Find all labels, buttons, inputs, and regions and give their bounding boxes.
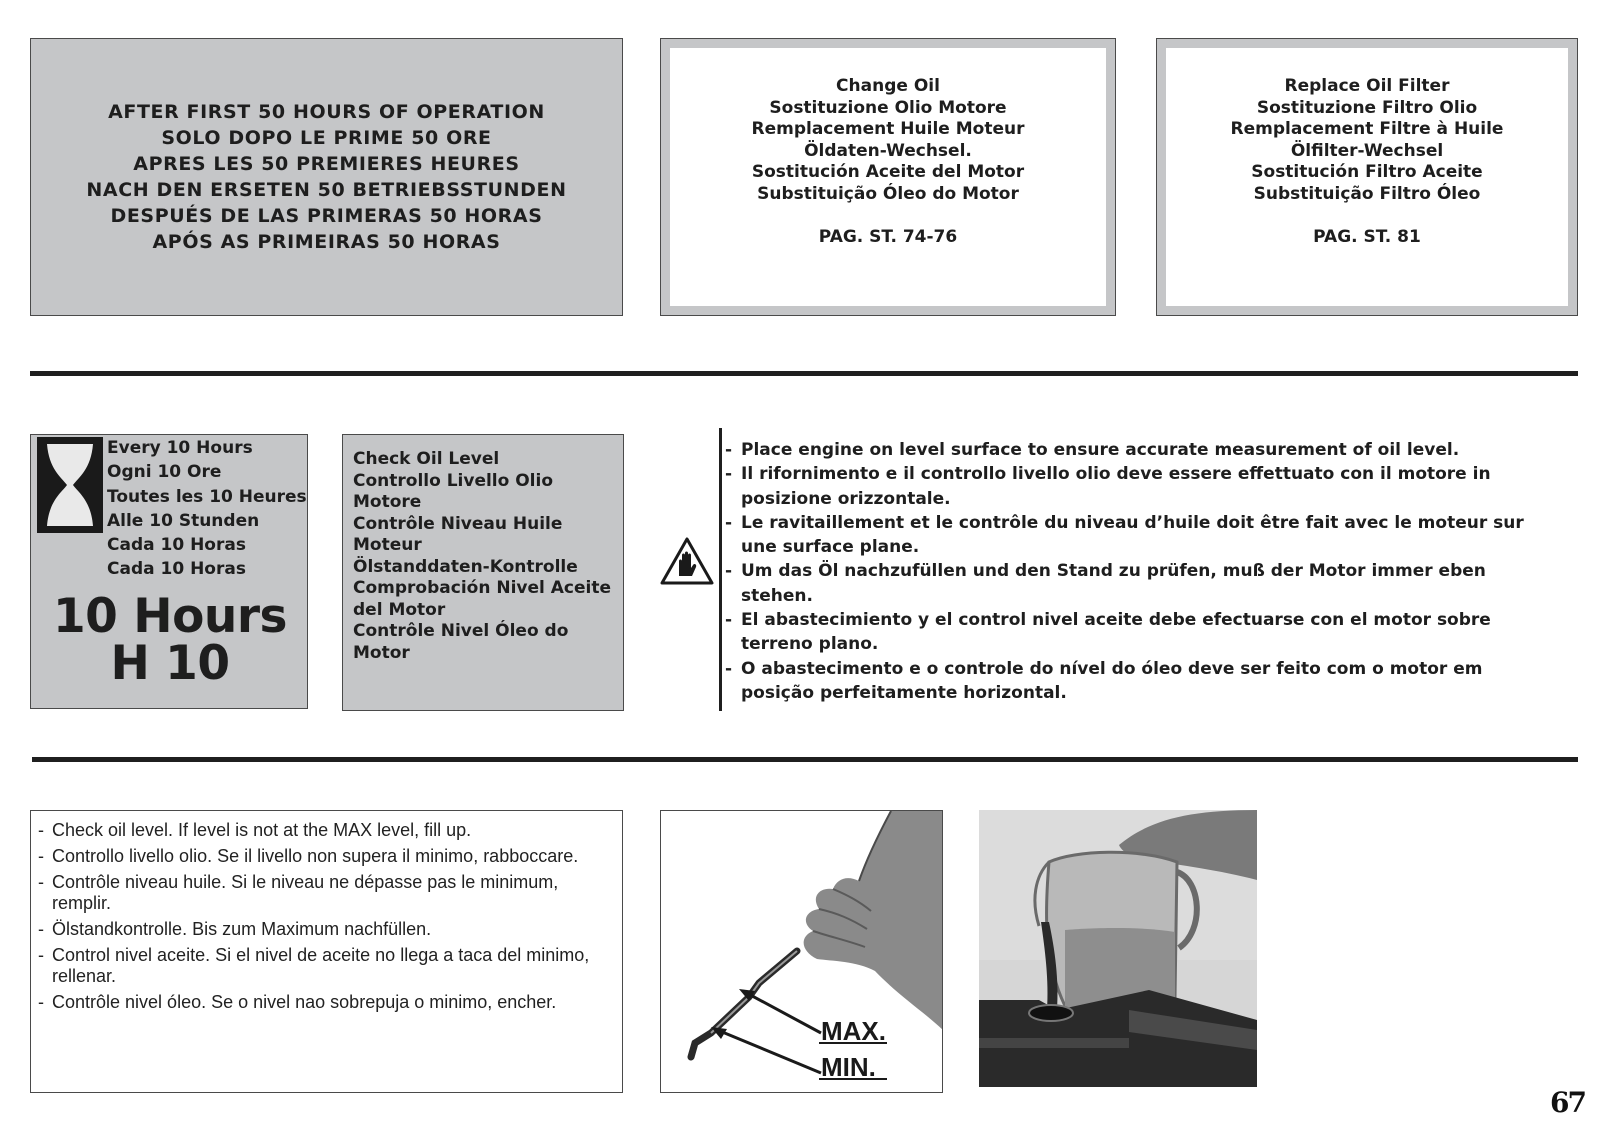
interval-line: Alle 10 Stunden xyxy=(107,510,260,531)
dash: - xyxy=(725,440,733,460)
warning-item xyxy=(725,462,1545,511)
interval-code: H 10 xyxy=(110,636,230,691)
dash: - xyxy=(725,610,733,631)
change-oil-line: Sostituzione Olio Motore xyxy=(769,97,1007,118)
instruction-item xyxy=(38,846,616,867)
check-level-line: Check Oil Level xyxy=(353,449,500,469)
interval-line: Every 10 Hours xyxy=(107,438,253,458)
max-label: MAX. xyxy=(821,1016,886,1046)
dash: - xyxy=(725,464,733,485)
hourglass-icon xyxy=(37,437,103,533)
warning-item xyxy=(725,657,1545,706)
instruction-item xyxy=(38,945,616,987)
interval-hours: 10 Hours xyxy=(52,589,287,644)
instruction-item xyxy=(38,919,616,940)
check-level-line: Contrôle Nivel Óleo do Motor xyxy=(353,621,569,663)
change-oil-inner xyxy=(670,48,1106,306)
interval-big-label xyxy=(31,589,309,691)
dash: - xyxy=(725,512,733,533)
replace-filter-line: Ölfilter-Wechsel xyxy=(1290,140,1444,161)
warning-divider xyxy=(719,428,722,711)
change-oil-page-ref: PAG. ST. 74-76 xyxy=(818,227,958,247)
interval-line: Ogni 10 Ore xyxy=(107,462,222,483)
check-level-line: Controllo Livello Olio Motore xyxy=(353,470,554,512)
check-oil-level-box xyxy=(342,434,624,711)
replace-filter-line: Sostitución Filtro Aceite xyxy=(1251,162,1483,182)
first-hours-line: DESPUÉS DE LAS PRIMERAS 50 HORAS xyxy=(110,205,543,227)
warning-text: Place engine on level surface to ensure accurate measurement of oil level. xyxy=(741,440,1460,460)
warning-item xyxy=(725,438,1545,462)
instruction-text: Contrôle nivel óleo. Se o nivel nao sobrepuja o minimo, encher. xyxy=(52,992,557,1012)
change-oil-line: Change Oil xyxy=(836,76,940,96)
dipstick-illustration xyxy=(661,811,943,1093)
warning-text: El abastecimiento y el control nivel aceite debe efectuarse con el motor sobre terreno plano. xyxy=(741,610,1491,655)
change-oil-line: Sostitución Aceite del Motor xyxy=(751,162,1025,182)
dash: - xyxy=(38,872,44,892)
instruction-text: Control nivel aceite. Si el nivel de aceite no llega a taca del minimo, rellenar. xyxy=(52,945,590,986)
min-label: MIN. xyxy=(821,1052,876,1082)
oil-pouring-illustration xyxy=(979,810,1257,1087)
warning-item xyxy=(725,511,1545,560)
section-divider xyxy=(30,371,1578,376)
replace-filter-line: Remplacement Filtre à Huile xyxy=(1230,119,1504,139)
warning-text: O abastecimento e o controle do nível do óleo deve ser feito com o motor em posição perfeitamente horizontal. xyxy=(741,658,1483,703)
dash: - xyxy=(38,919,44,939)
dash: - xyxy=(725,561,733,582)
check-level-line: Contrôle Niveau Huile Moteur xyxy=(353,513,563,555)
dash: - xyxy=(38,945,44,965)
instruction-text: Controllo livello olio. Se il livello non supera il minimo, rabboccare. xyxy=(52,846,579,866)
first-hours-line: APRES LES 50 PREMIERES HEURES xyxy=(133,153,520,175)
instructions-box xyxy=(30,810,623,1093)
interval-box xyxy=(30,434,308,709)
warning-item xyxy=(725,608,1545,657)
first-50-hours-box xyxy=(30,38,623,316)
replace-filter-line: Replace Oil Filter xyxy=(1284,76,1450,96)
warning-text: Le ravitaillement et le contrôle du niveau d’huile doit être fait avec le moteur sur une surface plane. xyxy=(741,512,1524,558)
interval-line: Toutes les 10 Heures xyxy=(107,486,307,507)
change-oil-line: Remplacement Huile Moteur xyxy=(751,119,1025,139)
instruction-item xyxy=(38,872,616,914)
replace-filter-inner xyxy=(1166,48,1568,306)
dash: - xyxy=(38,846,44,866)
dash: - xyxy=(38,992,44,1012)
change-oil-line: Substituição Óleo do Motor xyxy=(757,183,1019,204)
instruction-text: Ölstandkontrolle. Bis zum Maximum nachfüllen. xyxy=(52,919,432,939)
replace-filter-line: Sostituzione Filtro Olio xyxy=(1256,97,1478,118)
interval-line: Cada 10 Horas xyxy=(107,559,246,580)
first-hours-line: AFTER FIRST 50 HOURS OF OPERATION xyxy=(108,101,545,123)
interval-lines xyxy=(107,436,307,582)
instruction-text: Contrôle niveau huile. Si le niveau ne dépasse pas le minimum, remplir. xyxy=(52,872,559,913)
warning-list xyxy=(725,438,1545,705)
warning-hand-icon xyxy=(659,536,715,586)
oil-pouring-photo xyxy=(979,810,1257,1087)
instruction-item xyxy=(38,992,616,1013)
first-hours-line: APÓS AS PRIMEIRAS 50 HORAS xyxy=(152,231,501,253)
change-oil-box xyxy=(660,38,1116,316)
instruction-text: Check oil level. If level is not at the MAX level, fill up. xyxy=(52,820,472,840)
replace-filter-page-ref: PAG. ST. 81 xyxy=(1313,227,1421,247)
warning-text: Um das Öl nachzufüllen und den Stand zu prüfen, muß der Motor immer eben stehen. xyxy=(741,561,1486,606)
dipstick-photo xyxy=(660,810,943,1093)
change-oil-line: Öldaten-Wechsel. xyxy=(804,140,972,161)
section-divider xyxy=(32,757,1578,762)
warning-text: Il rifornimento e il controllo livello olio deve essere effettuato con il motore in posizione orizzontale. xyxy=(741,464,1491,509)
warning-item xyxy=(725,559,1545,608)
interval-line: Cada 10 Horas xyxy=(107,535,246,556)
replace-filter-line: Substituição Filtro Óleo xyxy=(1253,183,1481,204)
first-hours-line: NACH DEN ERSETEN 50 BETRIEBSSTUNDEN xyxy=(86,179,567,201)
instruction-item xyxy=(38,820,616,841)
first-hours-line: SOLO DOPO LE PRIME 50 ORE xyxy=(161,127,492,149)
dash: - xyxy=(38,820,44,840)
check-level-line: Comprobación Nivel Aceite del Motor xyxy=(353,578,612,620)
dash: - xyxy=(725,658,733,679)
replace-filter-box xyxy=(1156,38,1578,316)
page-number: 67 xyxy=(1550,1086,1585,1119)
check-level-line: Ölstanddaten-Kontrolle xyxy=(353,556,578,577)
